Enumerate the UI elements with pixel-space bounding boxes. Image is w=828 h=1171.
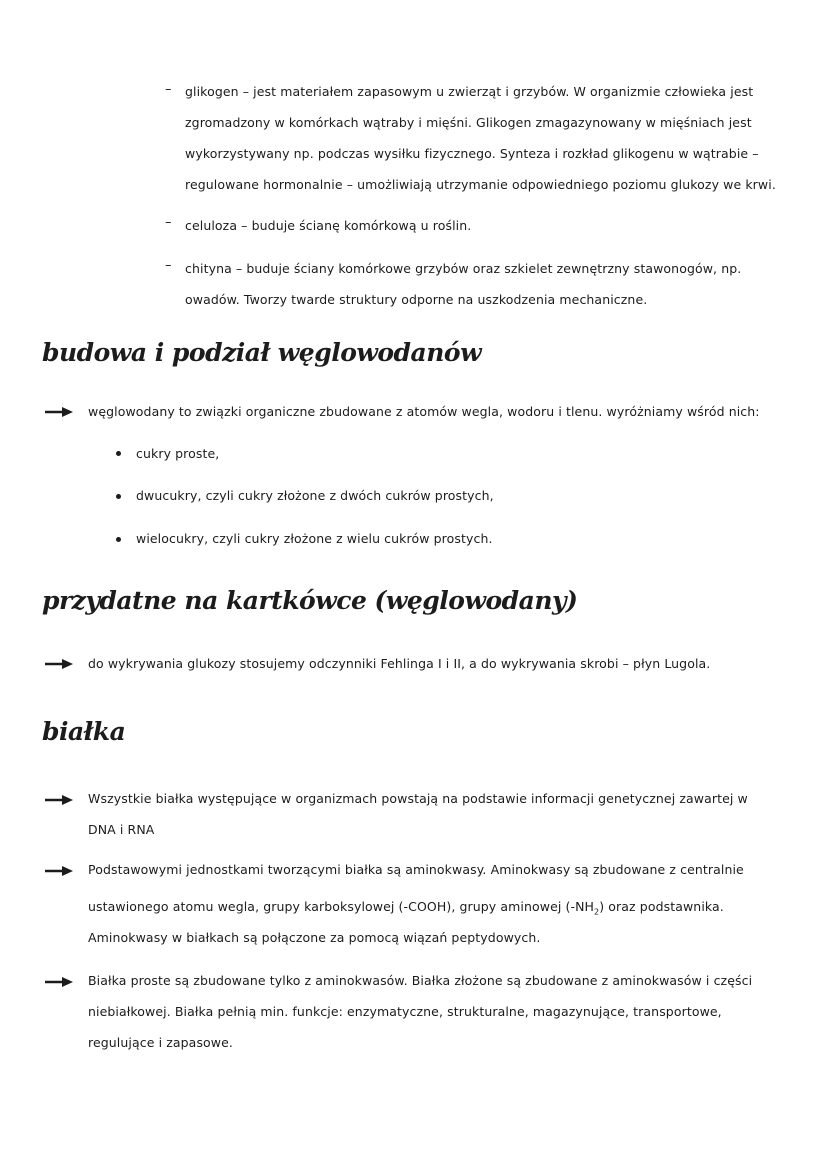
dash-marker: – [165, 215, 172, 230]
bullet-cukry-proste: cukry proste, [136, 446, 220, 461]
bialka-item1-line1: Wszystkie białka występujące w organizmach powstają na podstawie informacji genetycznej zawartej w [88, 791, 748, 806]
bialka-item3-line3: regulujące i zapasowe. [88, 1035, 233, 1050]
section2-item: do wykrywania glukozy stosujemy odczynniki Fehlinga I i II, a do wykrywania skrobi – płyn Lugola. [88, 656, 711, 671]
arrow-icon [44, 976, 74, 988]
dash-marker: – [165, 258, 172, 273]
glikogen-line-4: regulowane hormonalnie – umożliwiają utrzymanie odpowiedniego poziomu glukozy we krwi. [185, 177, 776, 192]
dash-marker: – [165, 82, 172, 97]
section1-intro: węglowodany to związki organiczne zbudowane z atomów wegla, wodoru i tlenu. wyróżniamy wśród nich: [88, 404, 760, 419]
bialka-item3-line2: niebiałkowej. Białka pełnią min. funkcje: enzymatyczne, strukturalne, magazynujące, transportowe, [88, 1004, 722, 1019]
bialka-item1-line2: DNA i RNA [88, 822, 155, 837]
bialka-item2-line3: Aminokwasy w białkach są połączone za pomocą wiązań peptydowych. [88, 930, 541, 945]
bullet-dot [116, 537, 121, 542]
item2-line2-tail: ) oraz podstawnika. [599, 899, 724, 914]
heading-budowa: budowa i podział węglowodanów [42, 338, 482, 367]
bialka-item2-line1: Podstawowymi jednostkami tworzącymi białka są aminokwasy. Aminokwasy są zbudowane z centralnie [88, 862, 744, 877]
subscript-2: 2 [594, 907, 600, 917]
arrow-icon [44, 794, 74, 806]
bullet-wielocukry: wielocukry, czyli cukry złożone z wielu cukrów prostych. [136, 531, 493, 546]
celuloza-line: celuloza – buduje ścianę komórkową u roślin. [185, 218, 472, 233]
arrow-icon [44, 658, 74, 670]
heading-bialka: białka [42, 717, 126, 746]
bialka-item2-line2 [88, 899, 724, 917]
item2-line2-text: ustawionego atomu wegla, grupy karboksylowej (-COOH), grupy aminowej (-NH [88, 899, 595, 914]
chityna-line-1: chityna – buduje ściany komórkowe grzybów oraz szkielet zewnętrzny stawonogów, np. [185, 261, 742, 276]
bialka-item3-line1: Białka proste są zbudowane tylko z aminokwasów. Białka złożone są zbudowane z aminokwasów i części [88, 973, 753, 988]
bullet-dot [116, 451, 121, 456]
arrow-icon [44, 865, 74, 877]
heading-przydatne: przydatne na kartkówce (węglowodany) [42, 586, 578, 615]
arrow-icon [44, 406, 74, 418]
chityna-line-2: owadów. Tworzy twarde struktury odporne na uszkodzenia mechaniczne. [185, 292, 648, 307]
glikogen-line-1: glikogen – jest materiałem zapasowym u zwierząt i grzybów. W organizmie człowieka jest [185, 84, 754, 99]
bullet-dot [116, 494, 121, 499]
glikogen-line-3: wykorzystywany np. podczas wysiłku fizycznego. Synteza i rozkład glikogenu w wątrabie – [185, 146, 759, 161]
bullet-dwucukry: dwucukry, czyli cukry złożone z dwóch cukrów prostych, [136, 488, 494, 503]
glikogen-line-2: zgromadzony w komórkach wątraby i mięśni. Glikogen zmagazynowany w mięśniach jest [185, 115, 752, 130]
